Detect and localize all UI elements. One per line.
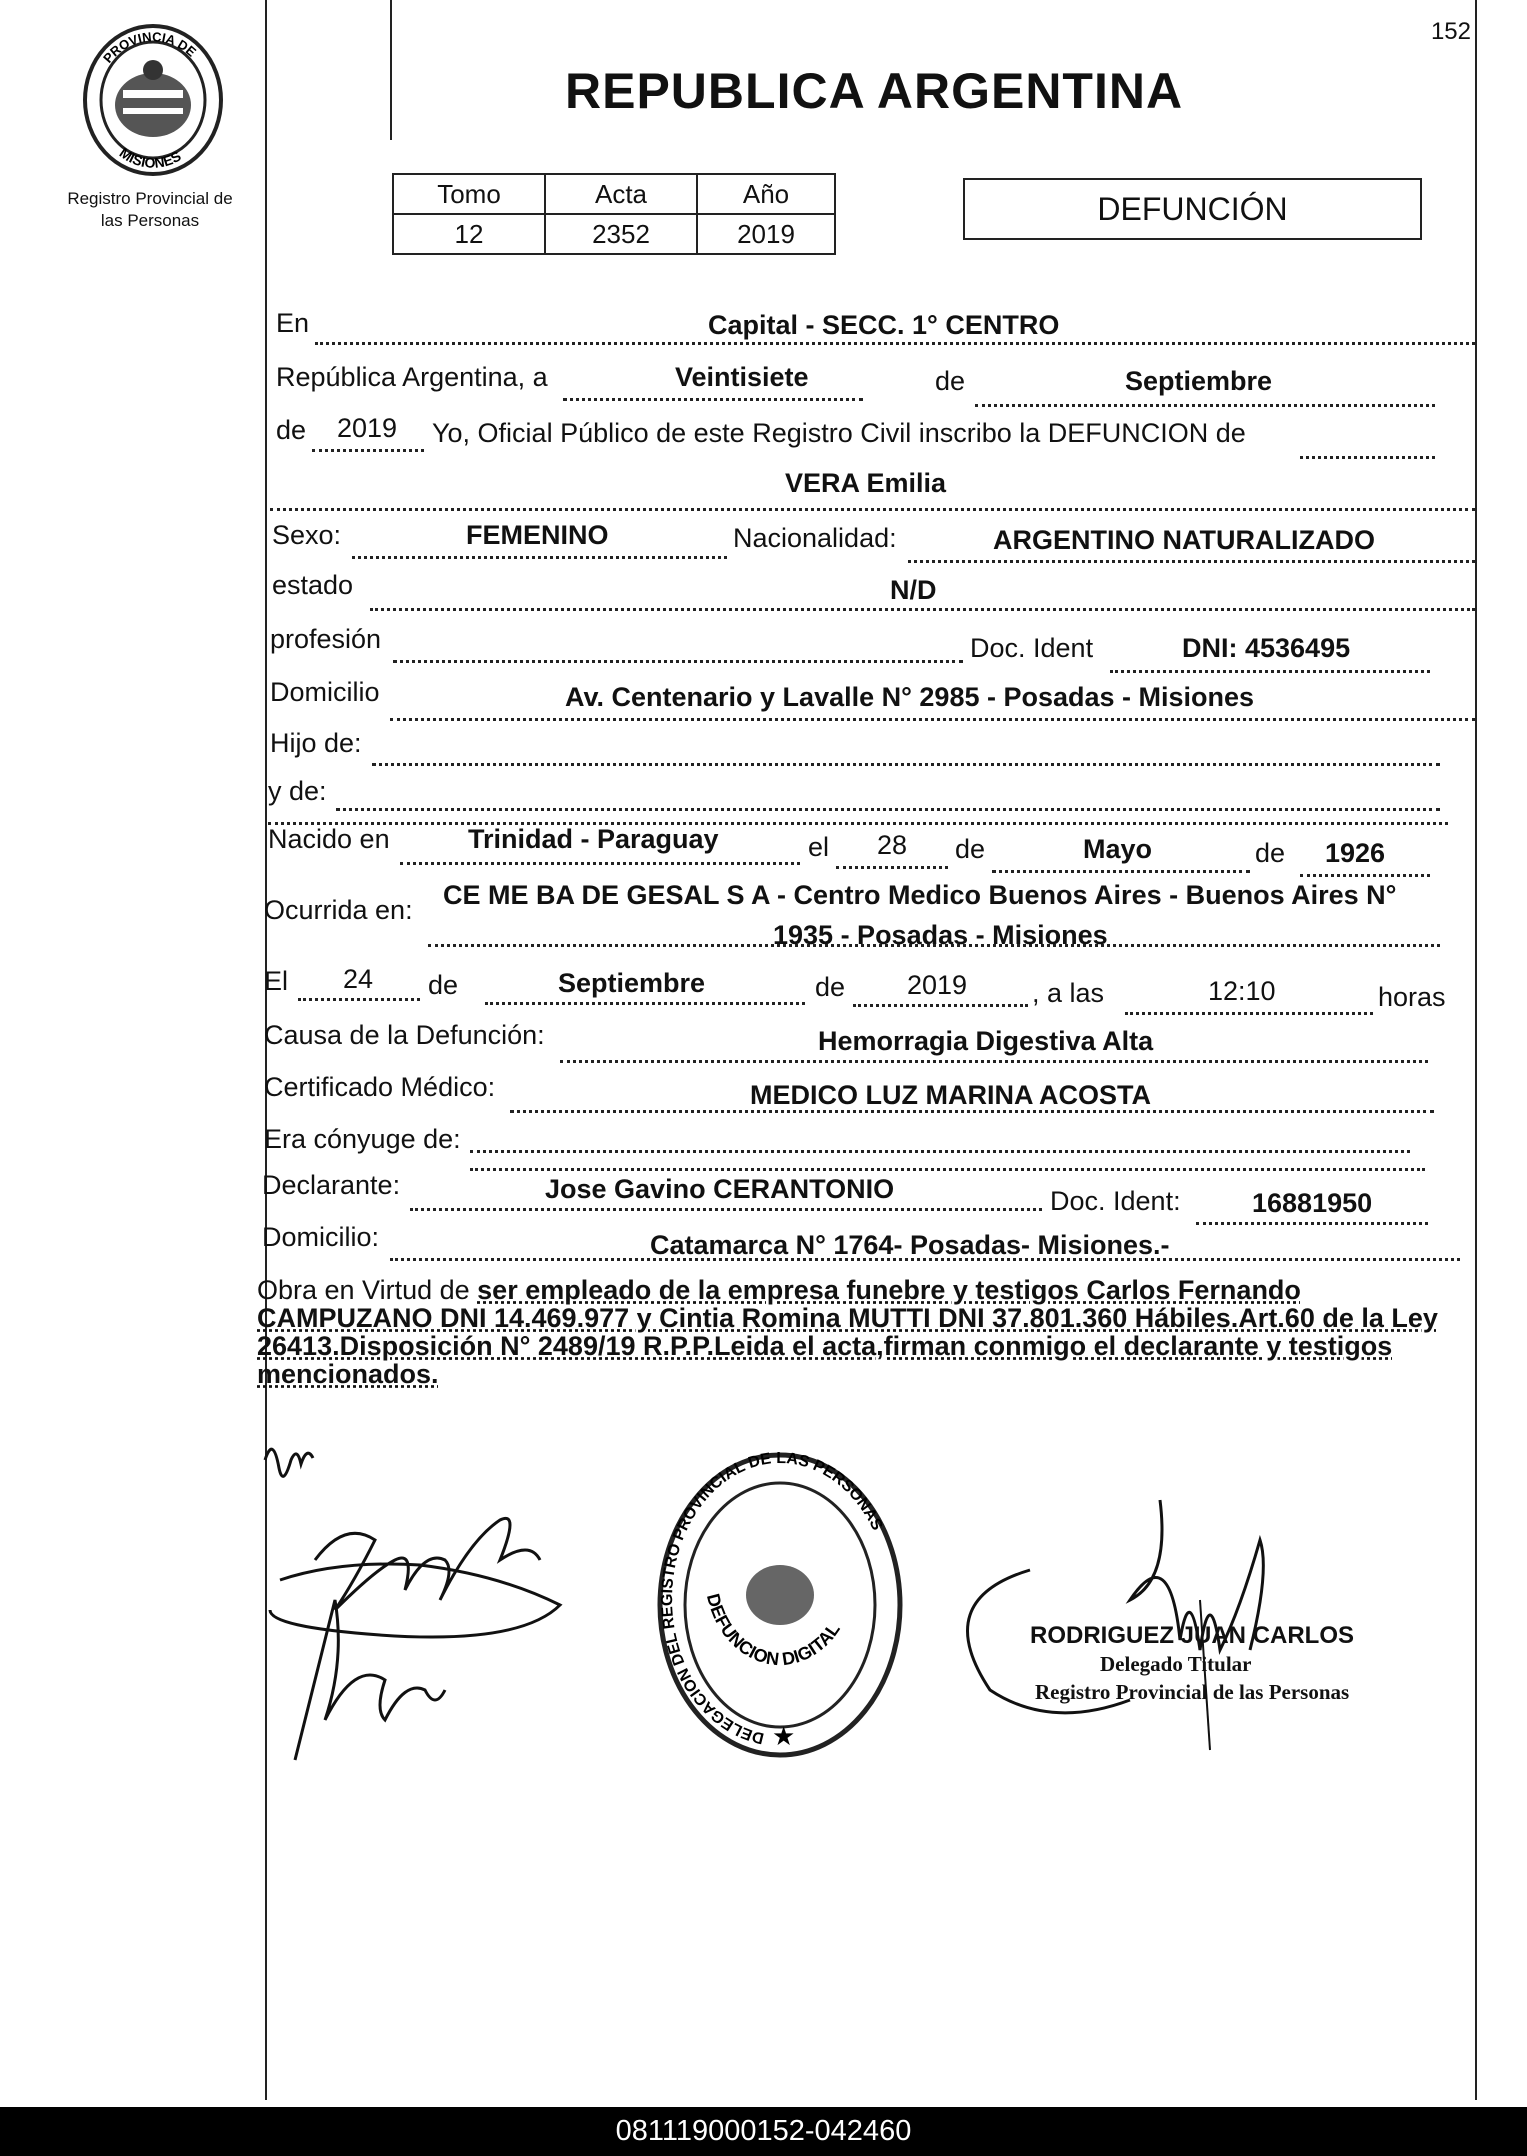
dotted-line [372,763,1440,766]
dotted-line [908,560,1475,563]
de-label: de [428,970,459,1000]
death-day-value: 24 [343,964,374,994]
a-las-label: , a las [1032,978,1105,1008]
dotted-line [563,398,863,401]
dotted-line [975,404,1435,407]
en-label: En [276,308,310,338]
dotted-line [352,556,727,559]
domicilio-value-2: Catamarca N° 1764- Posadas- Misiones.- [650,1230,1170,1260]
signature-delegado-icon [960,1480,1360,1760]
de-label: de [815,972,846,1002]
ocurrida-line1: CE ME BA DE GESAL S A - Centro Medico Buenos Aires - Buenos Aires N° [443,880,1397,910]
month-text-value: Septiembre [1125,366,1273,396]
dotted-line [370,608,1475,611]
declarante-label: Declarante: [262,1170,401,1200]
stamp-ring-text: DELEGACION DEL REGISTRO PROVINCIAL DE LAS PERSONAS [659,1449,886,1747]
footer-code: 081119000152-042460 [0,2107,1527,2156]
registry-label-line1: Registro Provincial de [67,189,233,208]
de-label: de [935,366,966,396]
birth-year-value: 1926 [1325,838,1386,868]
nacido-label: Nacido en [268,824,390,854]
record-table-header-acta: Acta [545,174,697,214]
conyuge-label: Era cónyuge de: [264,1124,461,1154]
page-title: REPUBLICA ARGENTINA [565,63,1184,119]
record-table [392,173,836,255]
signatory-office: Registro Provincial de las Personas [1035,1680,1350,1704]
dotted-line [1110,670,1430,673]
doc-ident-label: Doc. Ident [970,633,1094,663]
year-value: 2019 [337,413,398,443]
estado-value: N/D [890,575,937,605]
obra-value: ser empleado de la empresa funebre y testigos Carlos Fernando CAMPUZANO DNI 14.469.977 y Cintia Romina MUTTI DNI 37.801.360 Hábiles.Art.60 de la Ley 26413.Disposición N° 2489/19 R.P.P.Leida el acta,firman conmigo el declarante y testigos mencionados. [257,1275,1438,1389]
dotted-line [400,862,800,865]
domicilio-label-2: Domicilio: [262,1222,380,1252]
record-table-value-acta: 2352 [545,214,697,254]
doc-ident-label-2: Doc. Ident: [1050,1186,1181,1216]
declarante-doc-value: 16881950 [1252,1188,1373,1218]
dotted-line [836,866,948,869]
svg-text:★: ★ [772,1721,796,1751]
stamp-inner-text: DEFUNCION DIGITAL [702,1591,844,1670]
page-number: 152 [1430,18,1471,45]
hijo-de-label: Hijo de: [270,728,362,758]
dotted-line [470,1168,1425,1171]
death-time-value: 12:10 [1208,976,1276,1006]
obra-label: Obra en Virtud de [257,1275,470,1305]
el-label: El [264,966,289,996]
causa-value: Hemorragia Digestiva Alta [818,1026,1154,1056]
sexo-label: Sexo: [272,520,342,550]
dotted-line [1300,456,1435,459]
dotted-line [312,449,424,452]
dotted-line [485,1002,805,1005]
dotted-line [992,870,1250,873]
record-table-header-anio: Año [697,174,835,214]
dotted-line [336,808,1440,811]
signature-declarante-icon [255,1430,595,1790]
de-label: de [276,415,307,445]
horas-label: horas [1378,982,1446,1012]
dotted-line [1125,1012,1373,1015]
seal-text-bottom: MISIONES [116,144,184,171]
de-label: de [955,834,986,864]
place-value: Capital - SECC. 1° CENTRO [708,310,1060,340]
sexo-value: FEMENINO [466,520,609,550]
dotted-line [470,1150,1410,1153]
obra-paragraph [257,1276,1457,1388]
signatory-role: Delegado Titular [1100,1652,1252,1676]
nacido-value: Trinidad - Paraguay [468,824,719,854]
dotted-line [268,822,1448,825]
day-text-value: Veintisiete [675,362,809,392]
ocurrida-label: Ocurrida en: [264,895,413,925]
causa-label: Causa de la Defunción: [264,1020,545,1050]
nacionalidad-label: Nacionalidad: [733,523,897,553]
registry-label-line2: las Personas [100,211,200,230]
republica-label: República Argentina, a [276,362,548,392]
registry-stamp-icon [650,1445,910,1765]
certificado-value: MEDICO LUZ MARINA ACOSTA [750,1080,1151,1110]
record-type-box: DEFUNCIÓN [963,178,1422,240]
domicilio-label: Domicilio [270,677,380,707]
dotted-line [853,1004,1028,1007]
oficial-text: Yo, Oficial Público de este Registro Civil inscribo la DEFUNCION de [432,418,1246,448]
dotted-line [390,718,1475,721]
record-table-header-tomo: Tomo [393,174,545,214]
el-label: el [808,832,830,862]
seal-text-top: PROVINCIA DE [100,29,200,66]
dotted-line [393,660,963,663]
dotted-line [315,342,1475,345]
dotted-line [410,1208,1042,1211]
y-de-label: y de: [268,776,327,806]
doc-ident-value: DNI: 4536495 [1182,633,1351,663]
dotted-line [298,998,420,1001]
right-margin-line [1475,0,1477,2100]
dotted-line [270,508,1475,511]
death-month-value: Septiembre [558,968,706,998]
signatory-name: RODRIGUEZ JUAN CARLOS [1030,1622,1355,1649]
province-seal-icon [78,20,228,180]
birth-month-value: Mayo [1083,834,1153,864]
dotted-line [1196,1222,1428,1225]
registry-label [40,188,260,232]
record-table-value-anio: 2019 [697,214,835,254]
declarante-value: Jose Gavino CERANTONIO [545,1174,895,1204]
deceased-name-value: VERA Emilia [785,468,947,498]
estado-label: estado [272,570,354,600]
dotted-line [1300,874,1430,877]
profesion-label: profesión [270,624,382,654]
ocurrida-line2: 1935 - Posadas - Misiones [773,920,1108,950]
dotted-line [560,1060,1428,1063]
nacionalidad-value: ARGENTINO NATURALIZADO [993,525,1375,555]
certificado-label: Certificado Médico: [264,1072,496,1102]
birth-day-value: 28 [877,830,908,860]
death-year-value: 2019 [907,970,968,1000]
de-label: de [1255,838,1286,868]
record-table-value-tomo: 12 [393,214,545,254]
domicilio-value: Av. Centenario y Lavalle N° 2985 - Posadas - Misiones [565,682,1255,712]
stray-mark-line [390,0,392,140]
